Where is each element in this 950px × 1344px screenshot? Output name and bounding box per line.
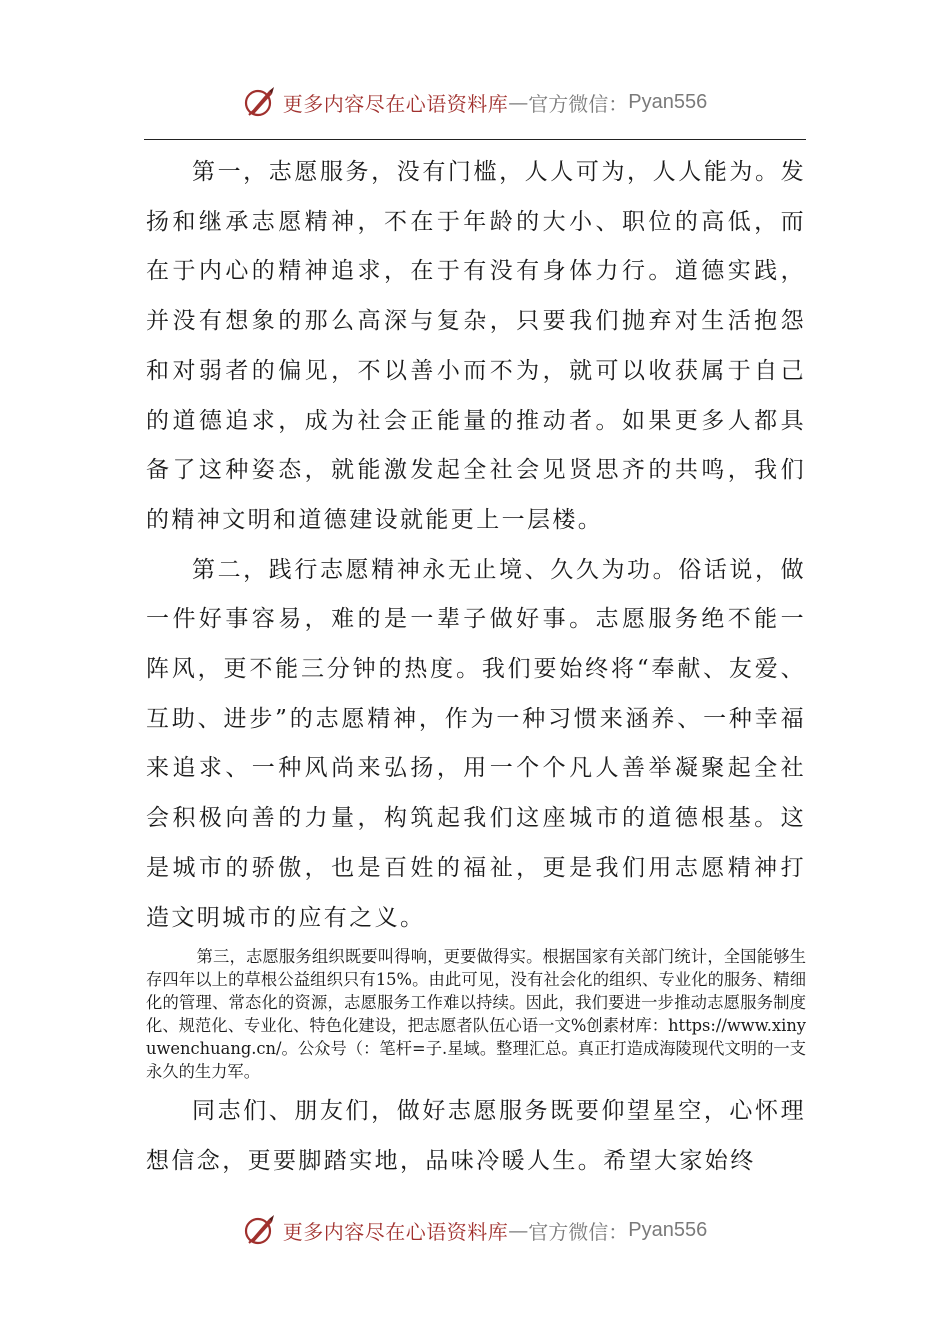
paragraph-first: 第一，志愿服务，没有门槛，人人可为，人人能为。发扬和继承志愿精神，不在于年龄的大小、职位的高低，而在于内心的精神追求，在于有没有身体力行。道德实践，并没有想象的那么高深与复杂，只要我们抛弃对生活抱怨和对弱者的偏见，不以善小而不为，就可以收获属于自己的道德追求，成为社会正能量的推动者。如果更多人都具备了这种姿态，就能激发起全社会见贤思齐的共鸣，我们的精神文明和道德建设就能更上一层楼。 (146, 159, 806, 533)
footer-official-label: 官方微信： (528, 1219, 629, 1244)
paragraph-second: 第二，践行志愿精神永无止境、久久为功。俗话说，做一件好事容易，难的是一辈子做好事。志愿服务绝不能一阵风，更不能三分钟的热度。我们要始终将“奉献、友爱、互助、进步”的志愿精神，作为一种习惯来涵养、一种幸福来追求、一种风尚来弘扬，用一个个凡人善举凝聚起全社会积极向善的力量，构筑起我们这座城市的道德根基。这是城市的骄傲，也是百姓的福祉，更是我们用志愿精神打造文明城市的应有之义。 (146, 556, 806, 931)
footer-separator: — (508, 1218, 529, 1242)
header-official-label: 官方微信： (528, 91, 629, 116)
document-body (146, 148, 806, 1187)
header-wechat-id: Pyan556 (628, 90, 708, 113)
quill-pen-logo-icon (243, 85, 277, 119)
footer-wechat-id: Pyan556 (628, 1218, 708, 1241)
header-banner (0, 80, 950, 124)
paragraph-closing: 同志们、朋友们，做好志愿服务既要仰望星空，心怀理想信念，更要脚踏实地，品味冷暖人生。希望大家始终 (146, 1098, 806, 1174)
header-divider (144, 139, 806, 140)
paragraph-third: 第三，志愿服务组织既要叫得响，更要做得实。根据国家有关部门统计，全国能够生存四年以上的草根公益组织只有15%。由此可见，没有社会化的组织、专业化的服务、精细化的管理、常态化的资源，志愿服务工作难以持续。因此，我们要进一步推动志愿服务制度化、规范化、专业化、特色化建设，把志愿者队伍心语一文%创素材库：https://www.xinyuwenchuang.cn/。公众号（：笔杆=子.星域。整理汇总。真正打造成海陵现代文明的一支永久的生力军。 (146, 947, 806, 1082)
header-separator: — (508, 90, 529, 114)
footer-brand-text: 更多内容尽在心语资料库 (282, 1219, 509, 1244)
quill-pen-logo-icon (243, 1213, 277, 1247)
footer-banner (0, 1208, 950, 1252)
header-brand-text: 更多内容尽在心语资料库 (282, 91, 509, 116)
